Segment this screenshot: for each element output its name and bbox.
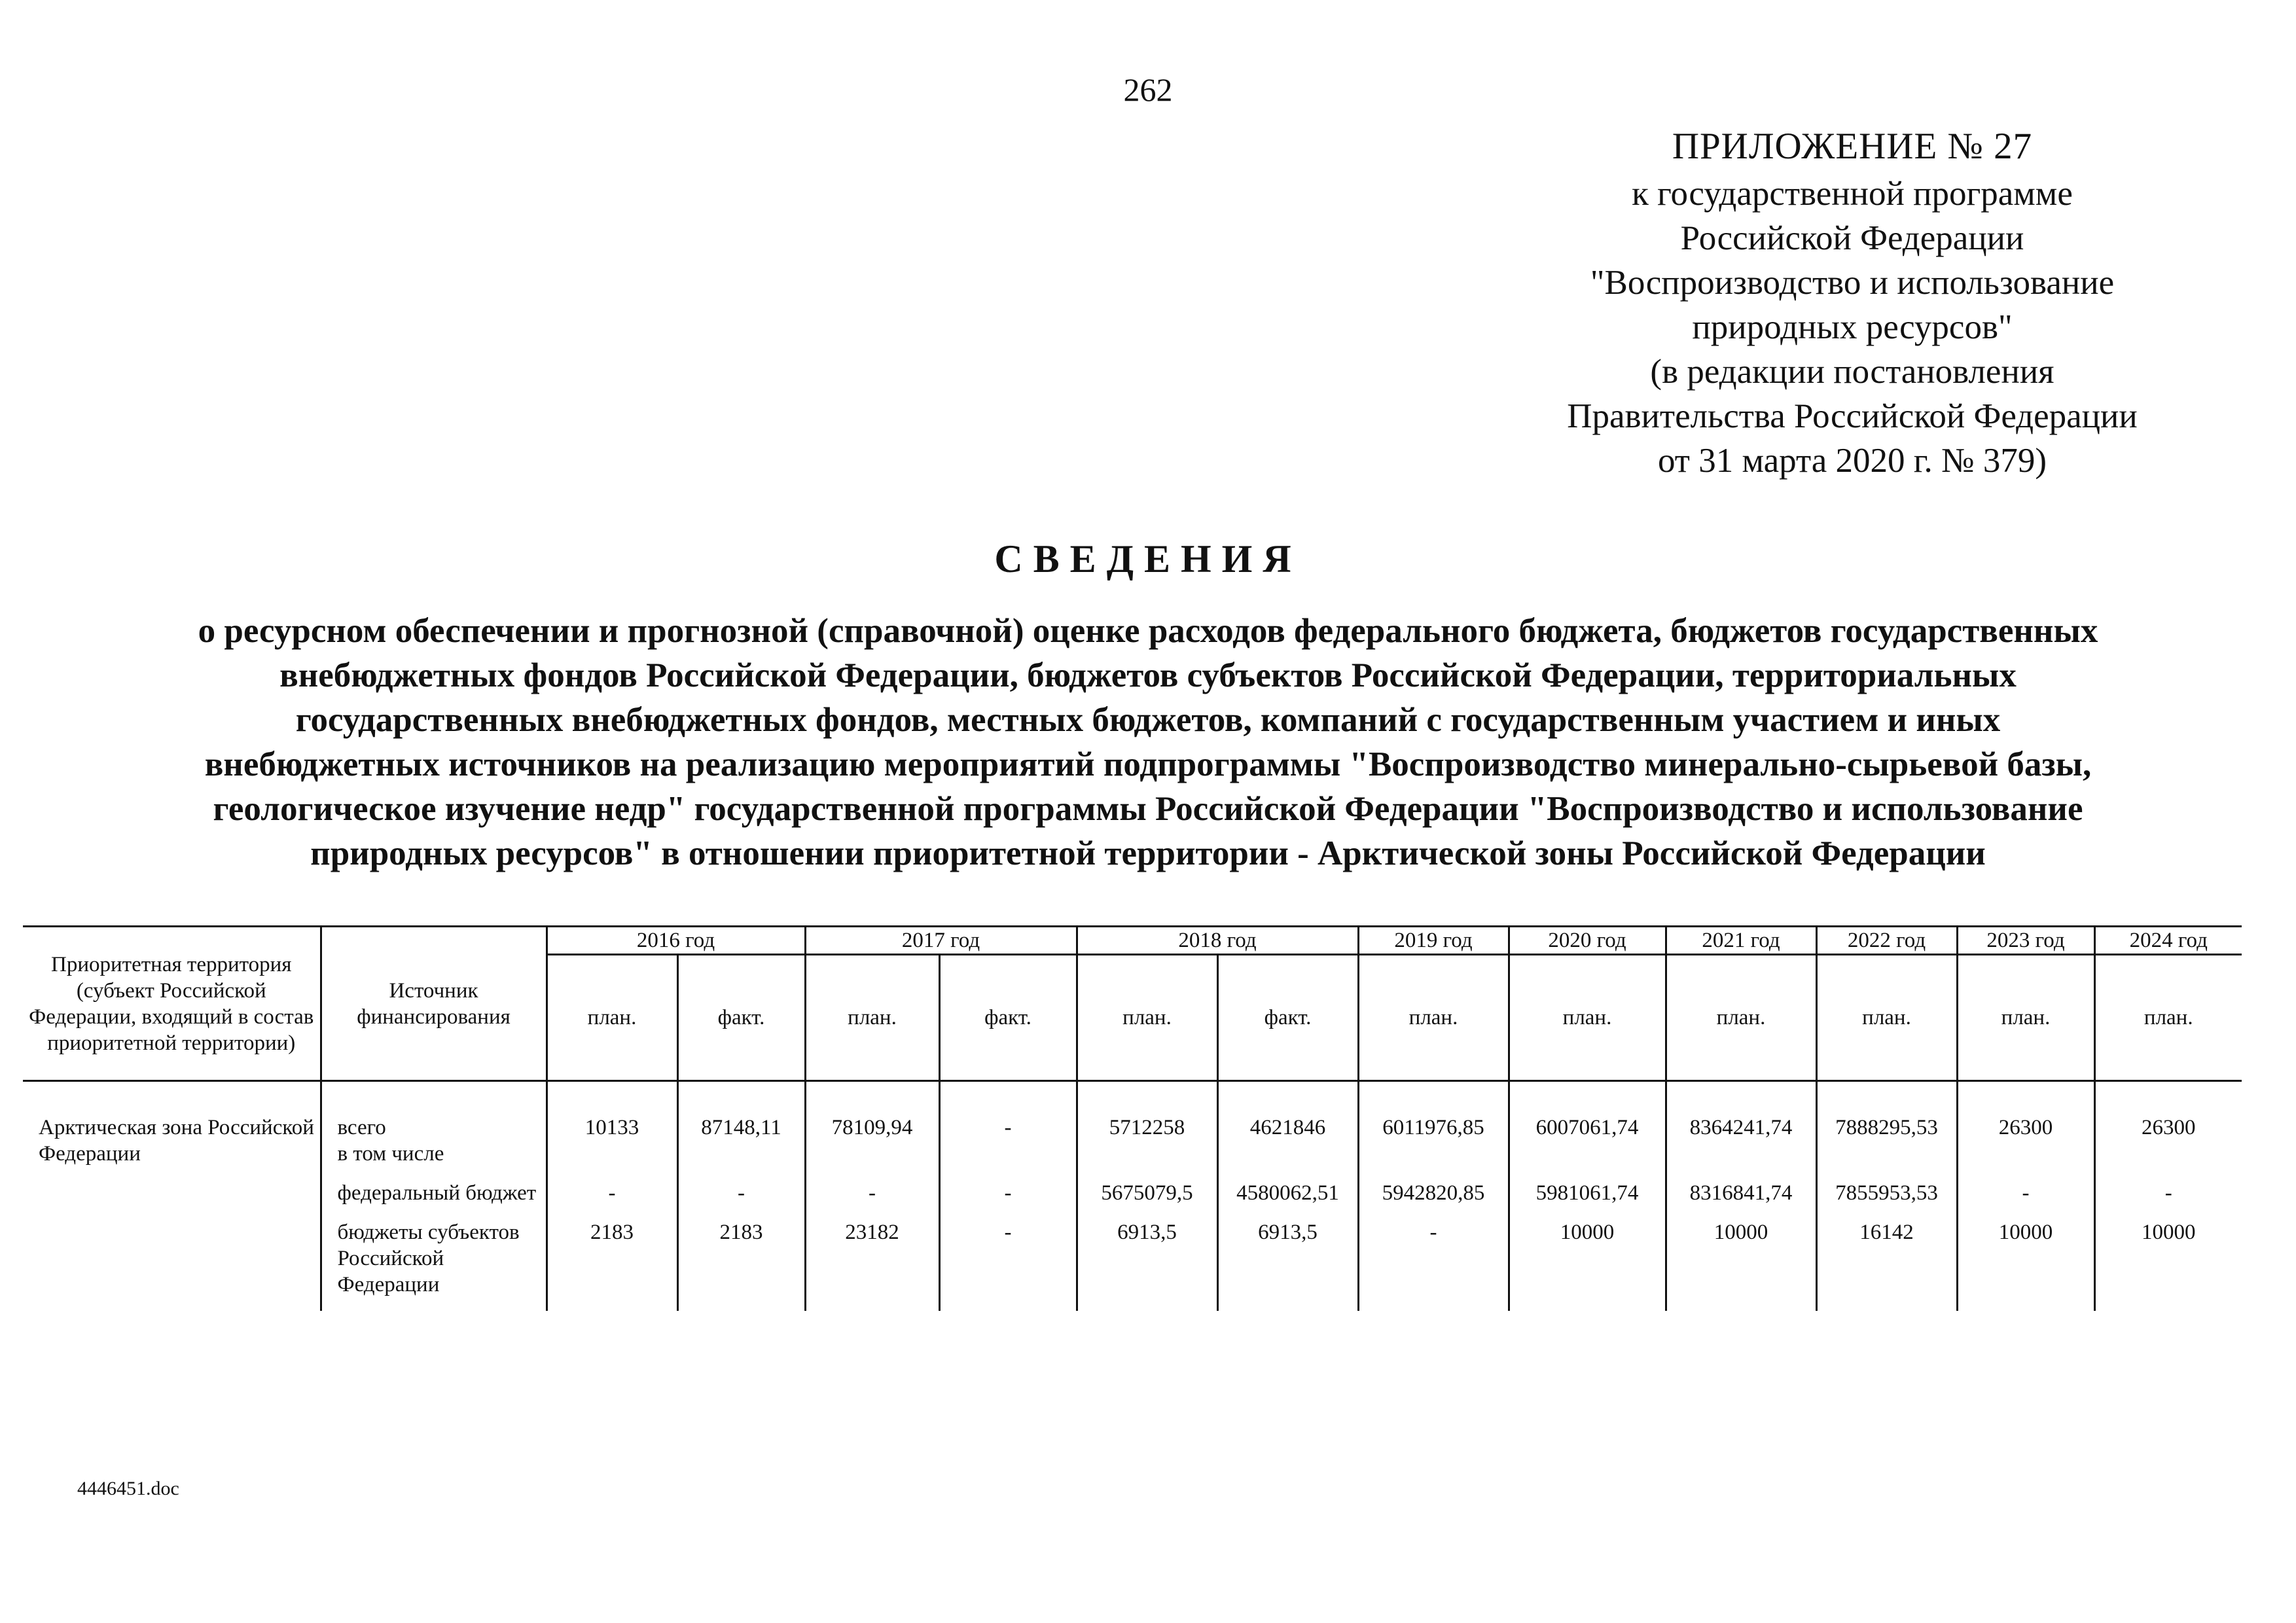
- header-year: 2019 год: [1358, 927, 1509, 955]
- page-number: 262: [1123, 71, 1173, 108]
- header-plan: план.: [2094, 955, 2242, 1081]
- header-year: 2020 год: [1509, 927, 1666, 955]
- subheading-line: внебюджетных фондов Российской Федерации, бюджетов субъектов Российской Федерации, территориальных: [279, 656, 2017, 694]
- appendix-line: от 31 марта 2020 г. № 379): [1657, 442, 2047, 480]
- value-cell: 6011976,85: [1358, 1081, 1509, 1181]
- value-cell: 6913,5: [1077, 1219, 1217, 1311]
- value-cell: 5981061,74: [1509, 1180, 1666, 1219]
- value-cell: 26300: [2094, 1081, 2242, 1181]
- value-cell: 6007061,74: [1509, 1081, 1666, 1181]
- header-fact: факт.: [1217, 955, 1358, 1081]
- header-plan: план.: [1666, 955, 1816, 1081]
- value-cell: -: [939, 1219, 1077, 1311]
- header-fact: факт.: [677, 955, 805, 1081]
- source-cell: бюджеты субъектов Российской Федерации: [321, 1219, 547, 1311]
- value-cell: 6913,5: [1217, 1219, 1358, 1311]
- header-territory: Приоритетная территория (субъект Российской Федерации, входящий в состав приоритетной территории): [23, 927, 321, 1081]
- footer-filename: 4446451.doc: [77, 1478, 179, 1499]
- header-year: 2021 год: [1666, 927, 1816, 955]
- header-plan: план.: [1509, 955, 1666, 1081]
- value-cell: 7888295,53: [1816, 1081, 1957, 1181]
- value-cell: 2183: [677, 1219, 805, 1311]
- value-cell: 8316841,74: [1666, 1180, 1816, 1219]
- value-cell: 7855953,53: [1816, 1180, 1957, 1219]
- source-cell: федеральный бюджет: [321, 1180, 547, 1219]
- value-cell: 87148,11: [677, 1081, 805, 1181]
- subheading-line: о ресурсном обеспечении и прогнозной (справочной) оценке расходов федерального бюджета, бюджетов государственных: [198, 612, 2098, 650]
- value-cell: 10133: [547, 1081, 677, 1181]
- value-cell: 10000: [1666, 1219, 1816, 1311]
- budget-table: [23, 925, 2242, 1311]
- value-cell: -: [1957, 1180, 2094, 1219]
- value-cell: 10000: [2094, 1219, 2242, 1311]
- value-cell: 5942820,85: [1358, 1180, 1509, 1219]
- value-cell: -: [677, 1180, 805, 1219]
- source-cell: [321, 1081, 547, 1181]
- subheading-line: геологическое изучение недр" государственной программы Российской Федерации "Воспроизводство и использование: [213, 790, 2083, 828]
- value-cell: 2183: [547, 1219, 677, 1311]
- value-cell: -: [1358, 1219, 1509, 1311]
- appendix-block: [1492, 124, 2212, 483]
- table-header-years: [23, 927, 2242, 955]
- header-plan: план.: [805, 955, 939, 1081]
- value-cell: -: [939, 1180, 1077, 1219]
- header-year: 2023 год: [1957, 927, 2094, 955]
- appendix-line: к государственной программе: [1632, 175, 2073, 213]
- header-plan: план.: [547, 955, 677, 1081]
- appendix-line: природных ресурсов": [1692, 308, 2013, 346]
- value-cell: -: [805, 1180, 939, 1219]
- table-row: [23, 1180, 2242, 1219]
- header-fact: факт.: [939, 955, 1077, 1081]
- document-heading: СВЕДЕНИЯ: [994, 537, 1302, 580]
- subheading-line: природных ресурсов" в отношении приоритетной территории - Арктической зоны Российской Федерации: [310, 834, 1986, 872]
- subheading-line: внебюджетных источников на реализацию мероприятий подпрограммы "Воспроизводство минерально-сырьевой базы,: [204, 745, 2092, 783]
- value-cell: 8364241,74: [1666, 1081, 1816, 1181]
- value-cell: 10000: [1957, 1219, 2094, 1311]
- header-year: 2024 год: [2094, 927, 2242, 955]
- source-label: всего: [337, 1116, 386, 1139]
- value-cell: 26300: [1957, 1081, 2094, 1181]
- value-cell: 4580062,51: [1217, 1180, 1358, 1219]
- appendix-line: "Воспроизводство и использование: [1590, 264, 2115, 302]
- value-cell: -: [939, 1081, 1077, 1181]
- header-year: 2022 год: [1816, 927, 1957, 955]
- header-year: 2018 год: [1077, 927, 1358, 955]
- value-cell: -: [547, 1180, 677, 1219]
- table-row: [23, 1081, 2242, 1181]
- table-row: [23, 1219, 2242, 1311]
- header-plan: план.: [1957, 955, 2094, 1081]
- appendix-title: ПРИЛОЖЕНИЕ № 27: [1672, 126, 2033, 167]
- territory-cell: Арктическая зона Российской Федерации: [39, 1116, 314, 1166]
- header-source: Источник финансирования: [321, 927, 547, 1081]
- value-cell: 5712258: [1077, 1081, 1217, 1181]
- value-cell: 10000: [1509, 1219, 1666, 1311]
- value-cell: 4621846: [1217, 1081, 1358, 1181]
- subheading-line: государственных внебюджетных фондов, местных бюджетов, компаний с государственным участием и иных: [295, 701, 2001, 739]
- value-cell: 16142: [1816, 1219, 1957, 1311]
- header-year: 2017 год: [805, 927, 1077, 955]
- header-plan: план.: [1358, 955, 1509, 1081]
- value-cell: 23182: [805, 1219, 939, 1311]
- appendix-line: (в редакции постановления: [1650, 353, 2054, 391]
- header-year: 2016 год: [547, 927, 805, 955]
- value-cell: -: [2094, 1180, 2242, 1219]
- document-subheading: [65, 609, 2231, 876]
- header-plan: план.: [1077, 955, 1217, 1081]
- value-cell: 5675079,5: [1077, 1180, 1217, 1219]
- value-cell: 78109,94: [805, 1081, 939, 1181]
- source-note: в том числе: [337, 1142, 444, 1166]
- appendix-line: Российской Федерации: [1680, 219, 2024, 257]
- header-plan: план.: [1816, 955, 1957, 1081]
- appendix-line: Правительства Российской Федерации: [1567, 397, 2138, 435]
